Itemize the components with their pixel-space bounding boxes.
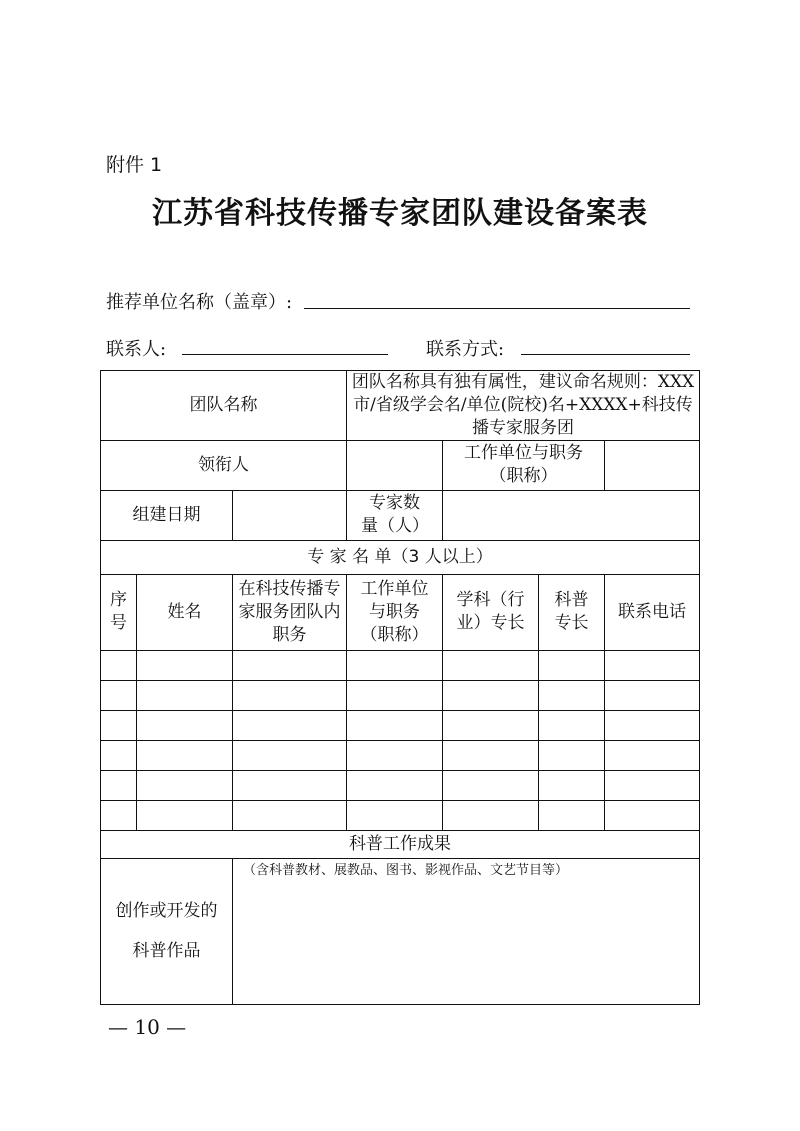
cell[interactable] [233, 680, 347, 710]
cell[interactable] [605, 710, 700, 740]
expert-list-header-row [101, 574, 700, 650]
cell[interactable] [101, 740, 137, 770]
table-row [101, 710, 700, 740]
expert-count-label: 专家数量（人） [347, 490, 443, 540]
cell[interactable] [233, 650, 347, 680]
cell[interactable] [605, 800, 700, 830]
cell[interactable] [347, 800, 443, 830]
cell[interactable] [443, 770, 539, 800]
cell[interactable] [539, 680, 605, 710]
cell[interactable] [347, 770, 443, 800]
cell[interactable] [101, 710, 137, 740]
founding-date-label: 组建日期 [101, 490, 233, 540]
cell[interactable] [101, 770, 137, 800]
cell[interactable] [347, 650, 443, 680]
contact-method-label: 联系方式: [426, 339, 505, 360]
expert-list-title: 专 家 名 单（3 人以上） [101, 540, 700, 574]
team-name-note: 团队名称具有独有属性，建议命名规则：XXX 市/省级学会名/单位(院校)名+XXXX+科技传播专家服务团 [351, 372, 695, 438]
team-name-field[interactable] [347, 371, 700, 441]
page-number: — 10 — [108, 1015, 187, 1039]
col-header-phone: 联系电话 [605, 574, 700, 650]
cell[interactable] [347, 710, 443, 740]
team-name-row [101, 371, 700, 441]
leader-field[interactable] [347, 440, 443, 490]
leader-label: 领衔人 [101, 440, 347, 490]
table-row [101, 740, 700, 770]
cell[interactable] [137, 710, 233, 740]
cell[interactable] [605, 650, 700, 680]
col-header-seq: 序号 [101, 574, 137, 650]
cell[interactable] [101, 680, 137, 710]
achievements-title: 科普工作成果 [101, 830, 700, 858]
founding-date-field[interactable] [233, 490, 347, 540]
cell[interactable] [605, 740, 700, 770]
founding-row [101, 490, 700, 540]
achievements-title-row [101, 830, 700, 858]
col-header-discipline: 学科（行业）专长 [443, 574, 539, 650]
cell[interactable] [539, 740, 605, 770]
works-label: 创作或开发的科普作品 [101, 858, 233, 1004]
cell[interactable] [443, 680, 539, 710]
cell[interactable] [443, 710, 539, 740]
expert-count-field[interactable] [443, 490, 700, 540]
cell[interactable] [539, 650, 605, 680]
work-unit-label: 工作单位与职务（职称） [443, 440, 605, 490]
cell[interactable] [539, 800, 605, 830]
cell[interactable] [233, 800, 347, 830]
col-header-science-specialty: 科普专长 [539, 574, 605, 650]
table-row [101, 680, 700, 710]
col-header-name: 姓名 [137, 574, 233, 650]
cell[interactable] [539, 770, 605, 800]
cell[interactable] [101, 650, 137, 680]
table-row [101, 800, 700, 830]
cell[interactable] [443, 800, 539, 830]
form-title: 江苏省科技传播专家团队建设备案表 [152, 196, 648, 231]
registration-table [100, 370, 700, 1005]
cell[interactable] [443, 740, 539, 770]
cell[interactable] [605, 680, 700, 710]
cell[interactable] [347, 680, 443, 710]
contact-label: 联系人: [106, 339, 167, 360]
cell[interactable] [443, 650, 539, 680]
cell[interactable] [605, 770, 700, 800]
contact-method-field[interactable] [521, 354, 690, 355]
table-row [101, 650, 700, 680]
cell[interactable] [137, 650, 233, 680]
cell[interactable] [101, 800, 137, 830]
recommending-unit-label: 推荐单位名称（盖章）: [106, 292, 293, 313]
cell[interactable] [347, 740, 443, 770]
leader-row [101, 440, 700, 490]
contact-field[interactable] [182, 354, 388, 355]
cell[interactable] [233, 710, 347, 740]
cell[interactable] [137, 800, 233, 830]
cell[interactable] [233, 770, 347, 800]
cell[interactable] [539, 710, 605, 740]
works-note: （含科普教材、展教品、图书、影视作品、文艺节目等） [243, 862, 569, 878]
expert-list-title-row [101, 540, 700, 574]
cell[interactable] [137, 680, 233, 710]
leader-work-unit-field[interactable] [605, 440, 700, 490]
cell[interactable] [137, 770, 233, 800]
works-row [101, 858, 700, 1004]
table-row [101, 770, 700, 800]
cell[interactable] [137, 740, 233, 770]
col-header-team-role: 在科技传播专家服务团队内职务 [233, 574, 347, 650]
col-header-work-unit: 工作单位与职务（职称） [347, 574, 443, 650]
team-name-label: 团队名称 [101, 371, 347, 441]
recommending-unit-field[interactable] [304, 308, 690, 309]
attachment-label: 附件 1 [106, 154, 163, 176]
cell[interactable] [233, 740, 347, 770]
works-field[interactable] [233, 858, 700, 1004]
